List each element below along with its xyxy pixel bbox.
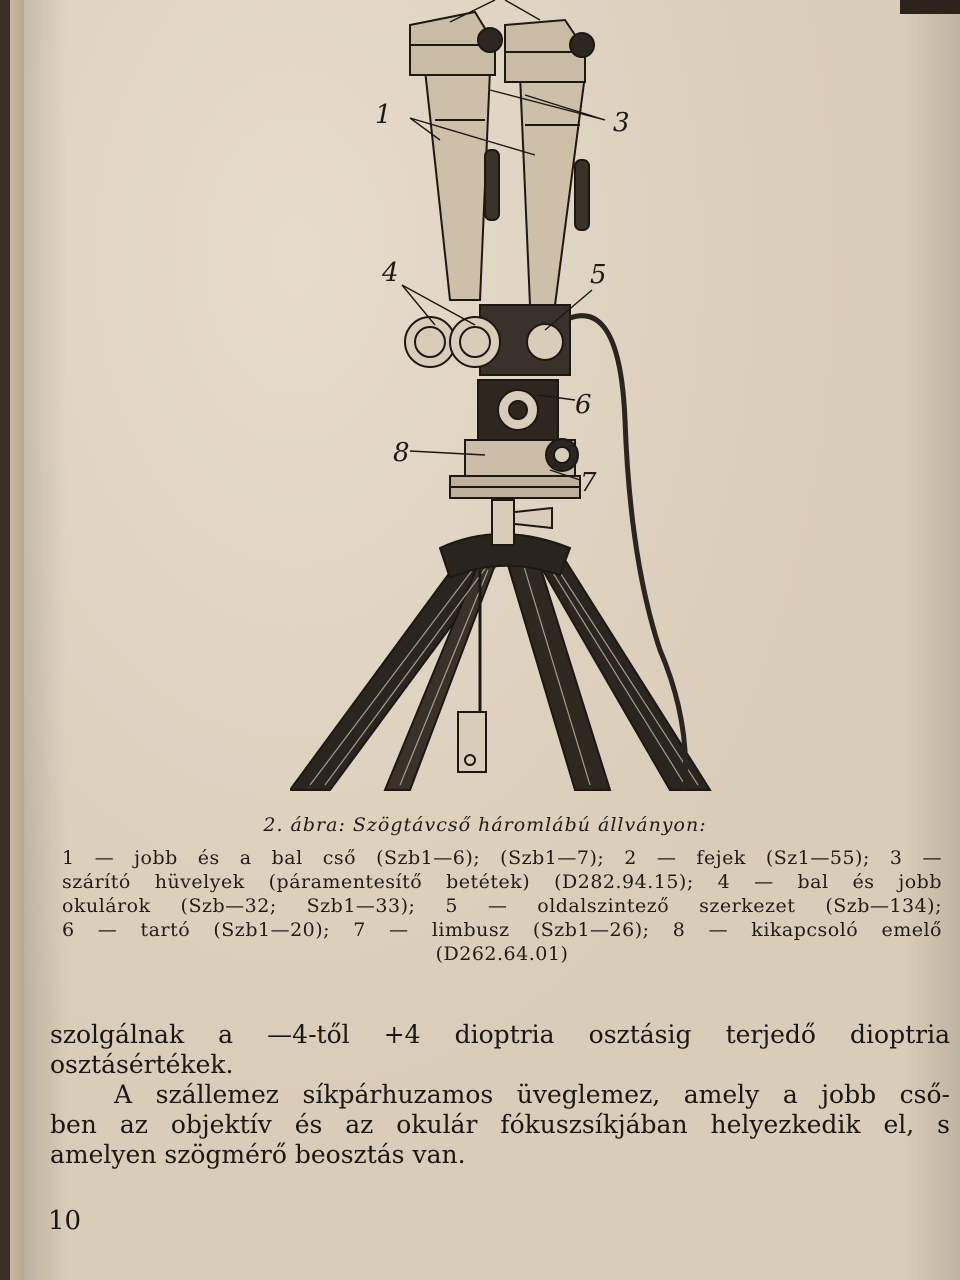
legend-line: 6 — tartó (Szb1—20); 7 — limbusz (Szb1—26); 8 — kikapcsoló emelő [62, 919, 942, 941]
telescope-drawing [290, 0, 720, 800]
callout-1: 1 [375, 100, 392, 130]
figure-caption-title: 2. ábra: Szögtávcső háromlábú állványon: [263, 814, 707, 836]
body-text [50, 1020, 950, 1170]
figure-legend [62, 846, 942, 966]
page-corner-shadow [900, 0, 960, 14]
legend-line: szárító hüvelyek (páramentesítő betétek) (D282.94.15); 4 — bal és jobb [62, 871, 942, 893]
callout-4: 4 [382, 258, 399, 288]
telescope-illustration [290, 0, 720, 800]
callout-6: 6 [575, 390, 592, 420]
callout-8: 8 [393, 438, 410, 468]
body-line: amelyen szögmérő beosztás van. [50, 1140, 466, 1169]
page-gutter [10, 0, 24, 1280]
book-page [10, 0, 960, 1280]
body-line: A szállemez síkpárhuzamos üveglemez, amely a jobb cső- [114, 1080, 950, 1109]
callout-5: 5 [590, 260, 607, 290]
callout-3: 3 [613, 108, 630, 138]
body-line: osztásértékek. [50, 1050, 234, 1079]
page-number: 10 [48, 1206, 82, 1236]
body-line: szolgálnak a —4-től +4 dioptria osztásig terjedő dioptria [50, 1020, 950, 1049]
legend-line: (D262.64.01) [435, 943, 569, 965]
callout-7: 7 [580, 468, 597, 498]
legend-line: okulárok (Szb—32; Szb1—33); 5 — oldalszintező szerkezet (Szb—134); [62, 895, 942, 917]
legend-line: 1 — jobb és a bal cső (Szb1—6); (Szb1—7); 2 — fejek (Sz1—55); 3 — [62, 847, 942, 869]
tripod-legs [290, 545, 710, 790]
body-line: ben az objektív és az okulár fókuszsíkjában helyezkedik el, s [50, 1110, 950, 1139]
